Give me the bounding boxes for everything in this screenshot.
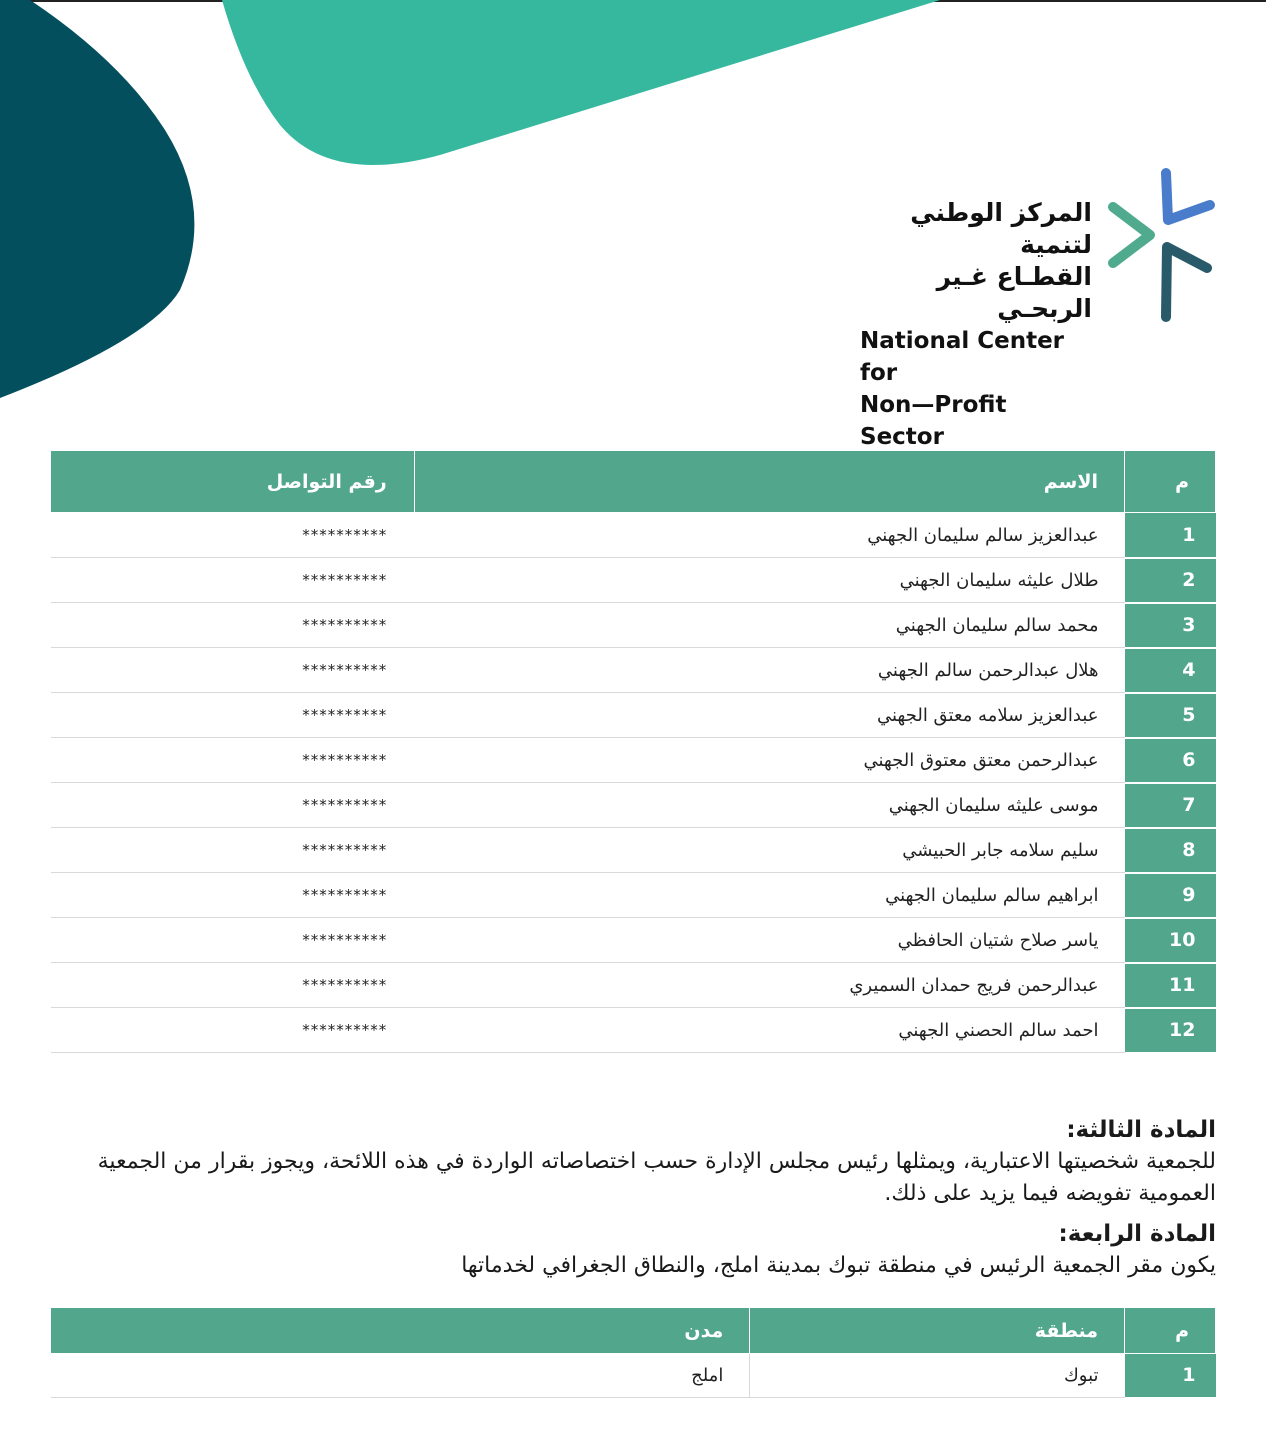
article-three-title: المادة الثالثة: [1066,1117,1216,1143]
dark-teal-shape [0,0,194,398]
regions-table-header [51,1308,1216,1354]
member-phone: ********** [51,783,415,828]
logo-dark-chevron [1166,247,1207,317]
logo-green-chevron [1113,207,1150,263]
member-phone: ********** [51,693,415,738]
table-row [51,873,1216,918]
logo-english-line-1: National Center for [860,328,1065,386]
table-row [51,648,1216,693]
member-name: احمد سالم الحصني الجهني [414,1008,1124,1053]
table-row [51,513,1216,558]
header-num: م [1125,1308,1216,1354]
member-phone: ********** [51,828,415,873]
table-row [51,963,1216,1008]
article-four-title: المادة الرابعة: [1058,1221,1216,1247]
row-number: 4 [1125,648,1216,693]
member-phone: ********** [51,603,415,648]
members-table [50,450,1216,1054]
article-four [50,1218,1216,1282]
member-name: محمد سالم سليمان الجهني [414,603,1124,648]
member-name: ياسر صلاح شتيان الحافظي [414,918,1124,963]
table-row [51,1008,1216,1053]
row-number: 2 [1125,558,1216,603]
row-number: 9 [1125,873,1216,918]
member-phone: ********** [51,918,415,963]
member-name: هلال عبدالرحمن سالم الجهني [414,648,1124,693]
member-phone: ********** [51,648,415,693]
row-number: 8 [1125,828,1216,873]
table-row [51,738,1216,783]
member-name: عبدالرحمن فريج حمدان السميري [414,963,1124,1008]
row-number: 1 [1125,513,1216,558]
table-row [51,783,1216,828]
organization-logo [860,165,1220,450]
header-name: الاسم [414,451,1124,513]
logo-arabic-line-2: القطـاع غـير الربحـي [936,262,1092,323]
row-number: 5 [1125,693,1216,738]
logo-text [860,197,1092,453]
city-name: املج [51,1354,750,1398]
table-row [51,918,1216,963]
row-number: 10 [1125,918,1216,963]
table-row [51,1354,1216,1398]
member-phone: ********** [51,513,415,558]
table-row [51,558,1216,603]
header-num: م [1125,451,1216,513]
row-number: 6 [1125,738,1216,783]
row-number: 7 [1125,783,1216,828]
row-number: 12 [1125,1008,1216,1053]
article-three [50,1114,1216,1210]
logo-blue-chevron [1166,173,1210,220]
member-phone: ********** [51,558,415,603]
light-teal-shape [222,0,940,165]
header-phone: رقم التواصل [51,451,415,513]
row-number: 1 [1125,1354,1216,1398]
logo-english-line-2: Non—Profit Sector [860,392,1007,450]
table-row [51,828,1216,873]
member-phone: ********** [51,873,415,918]
member-phone: ********** [51,738,415,783]
regions-table [50,1307,1216,1399]
member-name: ابراهيم سالم سليمان الجهني [414,873,1124,918]
article-four-body: يكون مقر الجمعية الرئيس في منطقة تبوك بمدينة املج، والنطاق الجغرافي لخدماتها [461,1253,1216,1278]
header-region: منطقة [750,1308,1125,1354]
member-name: عبدالعزيز سلامه معتق الجهني [414,693,1124,738]
member-name: طلال عليثه سليمان الجهني [414,558,1124,603]
row-number: 3 [1125,603,1216,648]
member-name: عبدالرحمن معتق معتوق الجهني [414,738,1124,783]
article-three-body: للجمعية شخصيتها الاعتبارية، ويمثلها رئيس مجلس الإدارة حسب اختصاصاته الواردة في هذه اللائحة، ويجوز بقرار من الجمعية العمومية تفويضه فيما يزيد على ذلك. [97,1149,1216,1206]
member-name: عبدالعزيز سالم سليمان الجهني [414,513,1124,558]
member-phone: ********** [51,1008,415,1053]
row-number: 11 [1125,963,1216,1008]
members-table-header [51,451,1216,513]
table-row [51,693,1216,738]
logo-mark-icon [1100,165,1220,330]
member-phone: ********** [51,963,415,1008]
region-name: تبوك [750,1354,1125,1398]
member-name: موسى عليثه سليمان الجهني [414,783,1124,828]
table-row [51,603,1216,648]
member-name: سليم سلامه جابر الحبيشي [414,828,1124,873]
header-city: مدن [51,1308,750,1354]
logo-arabic-line-1: المركز الوطني لتنمية [910,198,1092,259]
